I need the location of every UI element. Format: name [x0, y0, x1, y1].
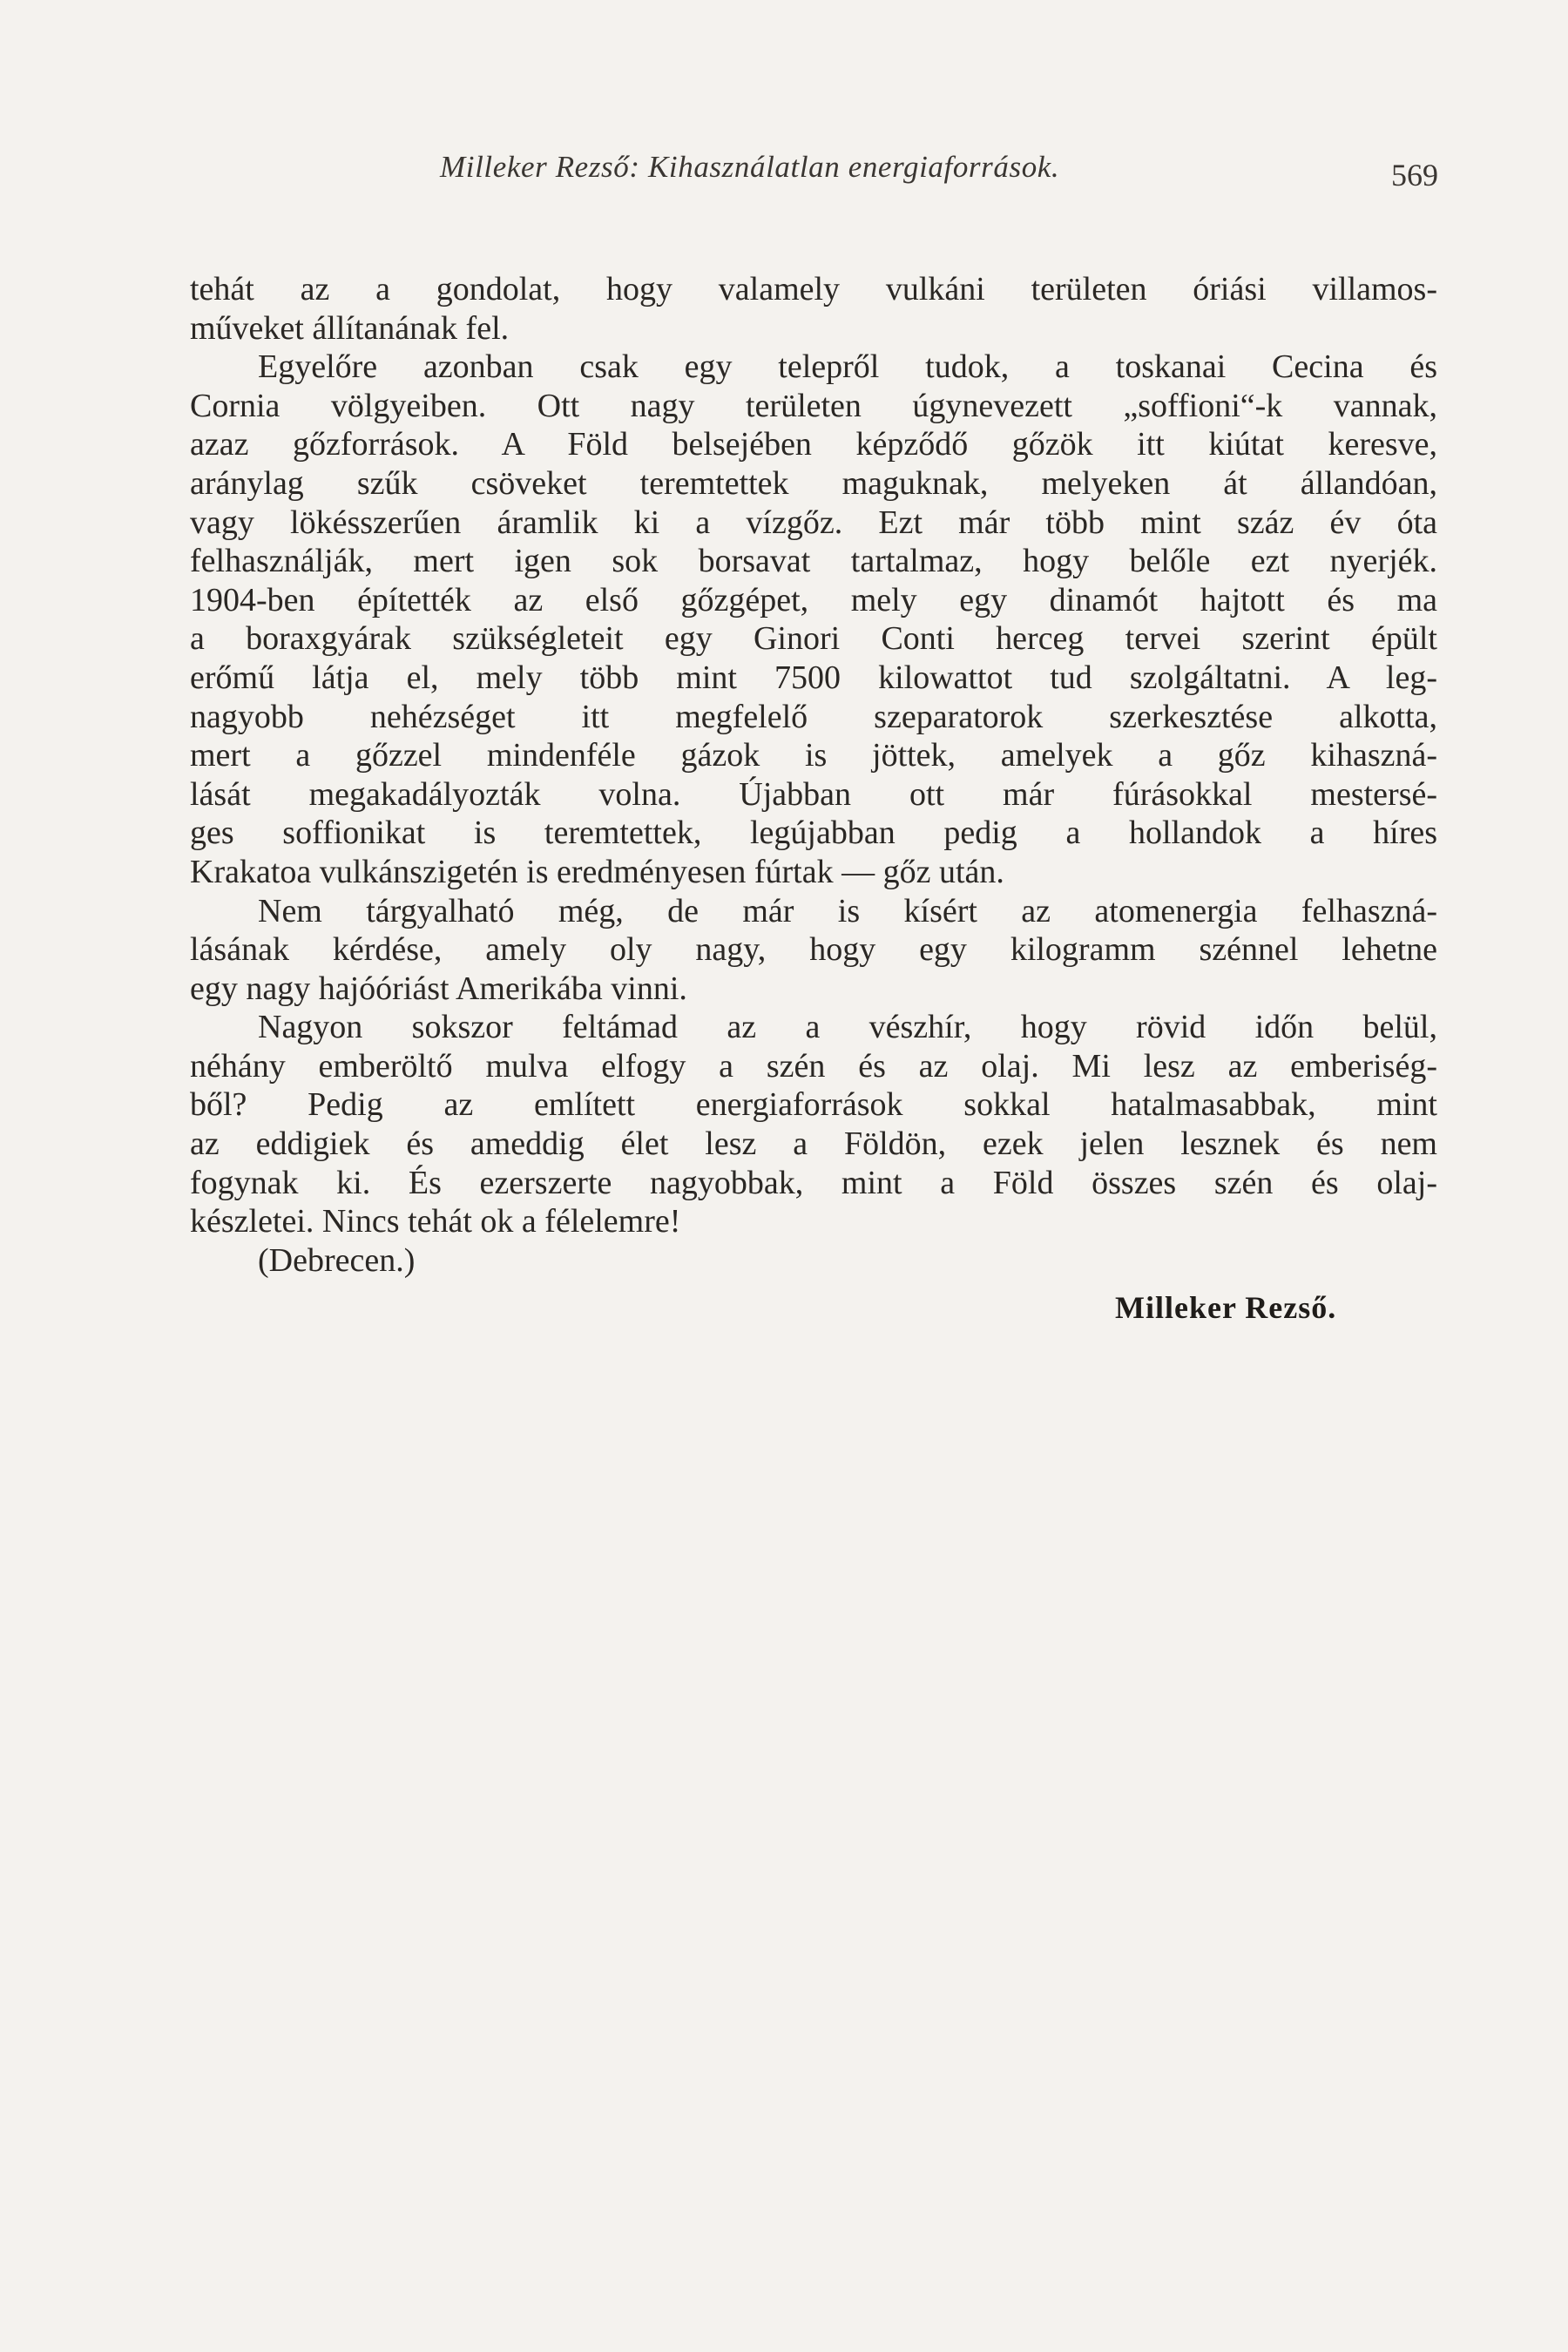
body-line: Egyelőre azonban csak egy telepről tudok, a toskanai Cecina és: [258, 348, 1437, 386]
body-line: azaz gőzforrások. A Föld belsejében képződő gőzök itt kiútat keresve,: [190, 426, 1437, 463]
body-line: lásának kérdése, amely oly nagy, hogy egy kilogramm szénnel lehetne: [190, 931, 1437, 969]
body-line: ges soffionikat is teremtettek, legújabban pedig a hollandok a híres: [190, 814, 1437, 852]
body-line: 1904-ben építették az első gőzgépet, mely egy dinamót hajtott és ma: [190, 581, 1437, 618]
body-line: Nagyon sokszor feltámad az a vészhír, hogy rövid időn belül,: [258, 1009, 1437, 1046]
body-line: mert a gőzzel mindenféle gázok is jöttek, amelyek a gőz kihaszná-: [190, 737, 1437, 774]
running-title: Milleker Rezső: Kihasználatlan energiaforrások.: [440, 150, 1060, 184]
body-line: Nem tárgyalható még, de már is kísért az atomenergia felhaszná-: [258, 892, 1437, 929]
body-line: készletei. Nincs tehát ok a félelemre!: [190, 1203, 681, 1240]
body-line: aránylag szűk csöveket teremtettek maguknak, melyeken át állandóan,: [190, 464, 1437, 502]
body-line: erőmű látja el, mely több mint 7500 kilowattot tud szolgáltatni. A leg-: [190, 659, 1437, 696]
body-line: lását megakadályozták volna. Újabban ott már fúrásokkal mestersé-: [190, 775, 1437, 813]
closing-place: (Debrecen.): [258, 1241, 416, 1279]
page-number: 569: [1391, 158, 1438, 193]
body-line: Cornia völgyeiben. Ott nagy területen úgynevezett „soffioni“-k vannak,: [190, 387, 1437, 424]
body-line: vagy lökésszerűen áramlik ki a vízgőz. Ezt már több mint száz év óta: [190, 504, 1437, 541]
author-signature: Milleker Rezső.: [1115, 1290, 1337, 1325]
body-line: nagyobb nehézséget itt megfelelő szeparatorok szerkesztése alkotta,: [190, 698, 1437, 735]
body-line: egy nagy hajóóriást Amerikába vinni.: [190, 970, 687, 1007]
body-line: felhasználják, mert igen sok borsavat tartalmaz, hogy belőle ezt nyerjék.: [190, 543, 1437, 580]
body-line: tehát az a gondolat, hogy valamely vulkáni területen óriási villamos-: [190, 271, 1437, 308]
body-line: Krakatoa vulkánszigetén is eredményesen fúrtak — gőz után.: [190, 853, 1004, 890]
body-line: fogynak ki. És ezerszerte nagyobbak, mint a Föld összes szén és olaj-: [190, 1164, 1437, 1201]
body-line: műveket állítanának fel.: [190, 309, 510, 347]
body-line: ből? Pedig az említett energiaforrások sokkal hatalmasabbak, mint: [190, 1086, 1437, 1124]
body-line: a boraxgyárak szükségleteit egy Ginori Conti herceg tervei szerint épült: [190, 620, 1437, 658]
body-line: az eddigiek és ameddig élet lesz a Földön, ezek jelen lesznek és nem: [190, 1125, 1437, 1163]
article-body: [190, 270, 1437, 1280]
body-line: néhány emberöltő mulva elfogy a szén és az olaj. Mi lesz az emberiség-: [190, 1047, 1437, 1085]
